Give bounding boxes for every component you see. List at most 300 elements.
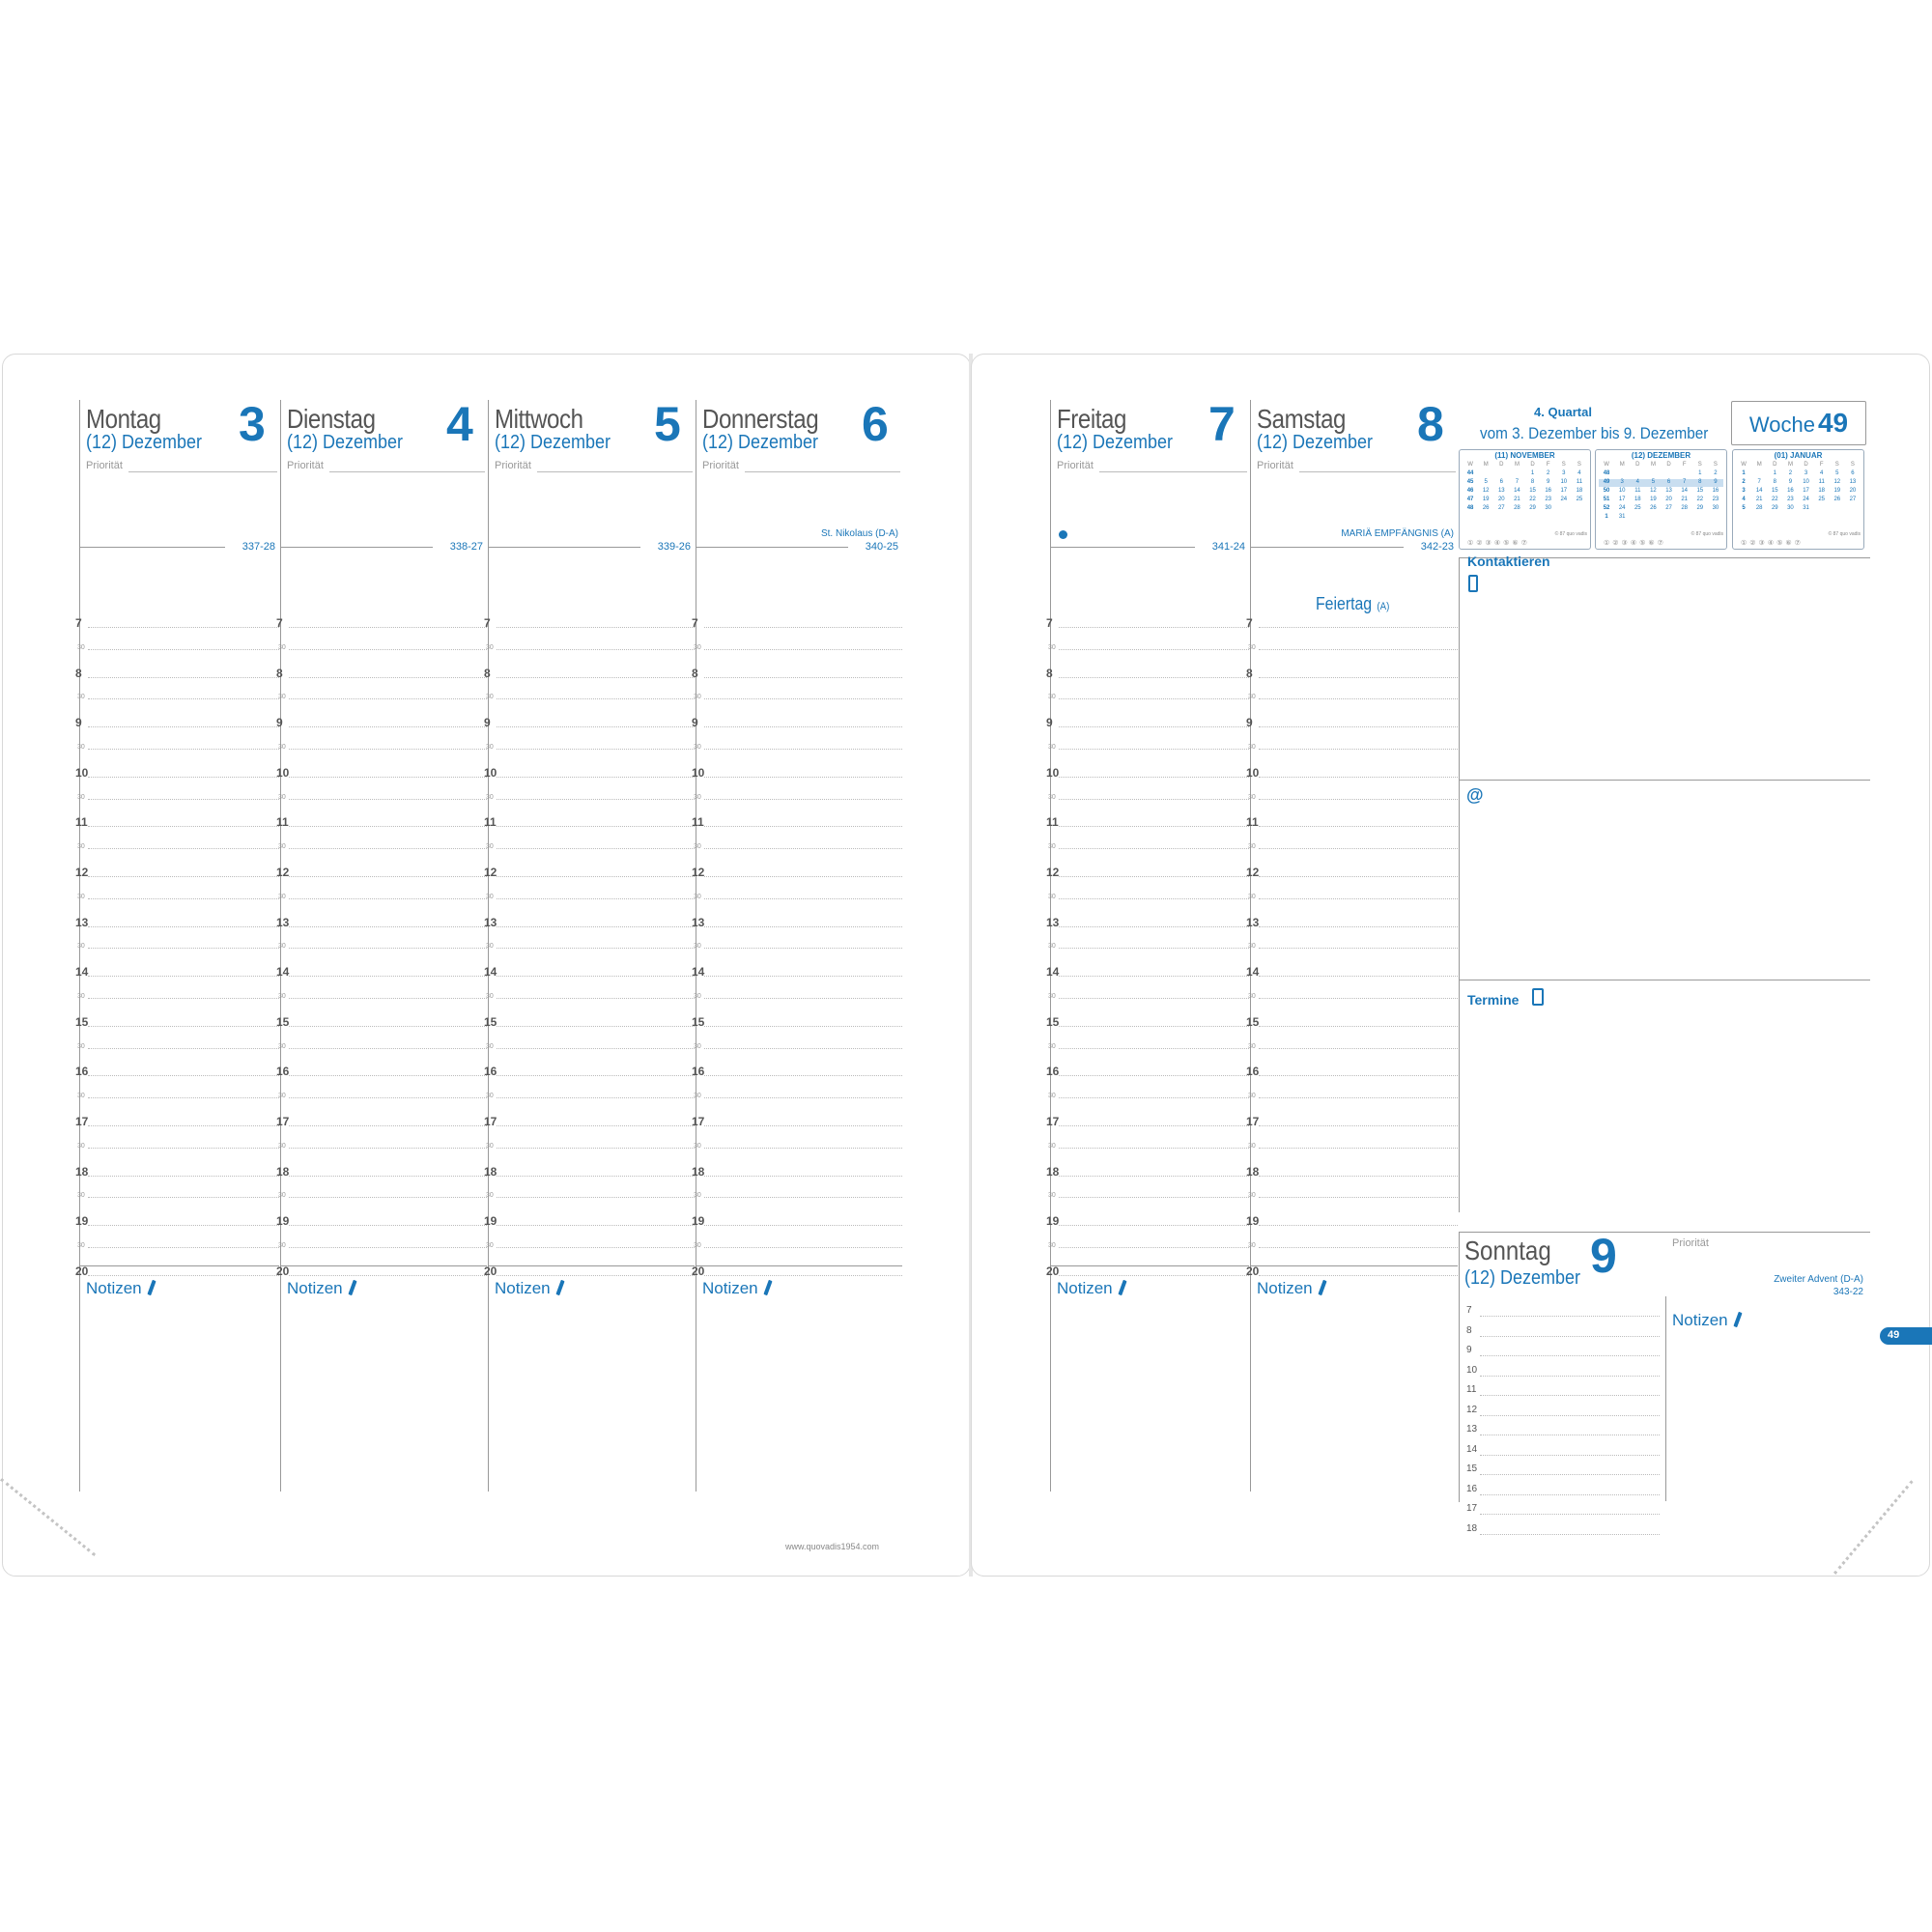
hour-label: 9 — [692, 716, 698, 730]
time-slot[interactable] — [1059, 1097, 1249, 1098]
contact-divider-1 — [1459, 780, 1870, 781]
mini-calendar-day: 1 — [1698, 470, 1702, 476]
time-slot[interactable] — [289, 627, 487, 628]
hour-label: 9 — [1246, 716, 1253, 730]
page-tab-label: 49 — [1888, 1329, 1900, 1341]
time-slot[interactable] — [1259, 1075, 1458, 1076]
time-slot[interactable] — [1059, 1225, 1249, 1226]
time-slot[interactable] — [289, 976, 487, 977]
time-slot[interactable] — [1059, 826, 1249, 827]
mini-calendar-day: 10 — [1618, 488, 1626, 494]
time-slot[interactable] — [497, 1075, 695, 1076]
weekday-label: W — [1604, 462, 1609, 468]
sunday-time-slot[interactable] — [1480, 1415, 1660, 1416]
time-slot[interactable] — [1259, 698, 1458, 699]
time-slot[interactable] — [1059, 1275, 1249, 1276]
time-slot[interactable] — [289, 1097, 487, 1098]
time-slot[interactable] — [88, 898, 279, 899]
time-slot[interactable] — [289, 898, 487, 899]
time-slot[interactable] — [1259, 1225, 1458, 1226]
time-slot[interactable] — [497, 726, 695, 727]
priority-line[interactable] — [1099, 471, 1247, 472]
half-hour-label: 30 — [1248, 1142, 1256, 1150]
time-slot[interactable] — [289, 677, 487, 678]
priority-line[interactable] — [329, 471, 485, 472]
time-slot[interactable] — [704, 1176, 902, 1177]
sunday-holiday: Zweiter Advent (D-A) — [1774, 1274, 1863, 1285]
time-slot[interactable] — [289, 1225, 487, 1226]
time-slot[interactable] — [497, 898, 695, 899]
notes-area[interactable] — [287, 1279, 355, 1298]
mini-calendar-day: 20 — [1849, 488, 1857, 494]
sunday-time-slot[interactable] — [1480, 1316, 1660, 1317]
time-slot[interactable] — [1059, 1148, 1249, 1149]
time-slot[interactable] — [88, 698, 279, 699]
day-number: 6 — [862, 397, 889, 451]
time-slot[interactable] — [497, 1048, 695, 1049]
time-slot[interactable] — [88, 948, 279, 949]
time-slot[interactable] — [88, 1048, 279, 1049]
day-month: (12) Dezember — [1257, 432, 1374, 453]
half-hour-label: 30 — [77, 843, 85, 851]
weekday-label: D — [1530, 462, 1535, 468]
time-slot[interactable] — [497, 1275, 695, 1276]
weekday-label: S — [1834, 462, 1839, 468]
mini-calendar-day: 10 — [1560, 479, 1568, 485]
hour-label: 19 — [692, 1214, 705, 1229]
time-slot[interactable] — [1059, 1125, 1249, 1126]
time-slot[interactable] — [1059, 649, 1249, 650]
time-slot[interactable] — [88, 1247, 279, 1248]
day-name: Mittwoch — [495, 404, 583, 434]
half-hour-label: 30 — [1248, 694, 1256, 701]
mini-calendar-day: 14 — [1514, 488, 1520, 494]
time-slot[interactable] — [497, 1148, 695, 1149]
weekday-label: M — [1483, 462, 1489, 468]
sunday-priority: Priorität — [1672, 1237, 1709, 1249]
time-slot[interactable] — [1059, 749, 1249, 750]
mini-calendar-day: 25 — [1576, 497, 1583, 502]
time-slot[interactable] — [497, 749, 695, 750]
time-slot[interactable] — [289, 1275, 487, 1276]
day-code: 339-26 — [657, 541, 691, 553]
time-slot[interactable] — [1259, 926, 1458, 927]
half-hour-label: 30 — [278, 943, 286, 951]
time-slot[interactable] — [1259, 777, 1458, 778]
half-hour-label: 30 — [486, 1142, 494, 1150]
time-slot[interactable] — [704, 649, 902, 650]
time-slot[interactable] — [704, 948, 902, 949]
time-slot[interactable] — [497, 799, 695, 800]
notes-area[interactable] — [702, 1279, 770, 1298]
time-slot[interactable] — [289, 777, 487, 778]
half-hour-label: 30 — [77, 893, 85, 900]
time-slot[interactable] — [497, 649, 695, 650]
time-slot[interactable] — [88, 1097, 279, 1098]
hour-label: 13 — [1046, 915, 1060, 929]
time-slot[interactable] — [1259, 1125, 1458, 1126]
time-slot[interactable] — [1259, 826, 1458, 827]
mini-calendar-day: 10 — [1803, 479, 1809, 485]
time-slot[interactable] — [497, 1197, 695, 1198]
time-slot[interactable] — [1259, 1026, 1458, 1027]
hour-label: 9 — [484, 716, 491, 730]
saturday-entry-text: Feiertag — [1316, 594, 1373, 613]
mini-calendar-day: 6 — [1499, 479, 1503, 485]
time-slot[interactable] — [704, 1148, 902, 1149]
mini-calendar-day: 1 — [1773, 470, 1776, 476]
mini-calendar-week — [1463, 505, 1587, 513]
mini-calendar-day: 22 — [1771, 497, 1778, 502]
mini-calendar-day: 24 — [1803, 497, 1809, 502]
hour-label: 16 — [75, 1065, 89, 1079]
time-slot[interactable] — [1059, 1075, 1249, 1076]
time-slot[interactable] — [88, 976, 279, 977]
half-hour-label: 30 — [77, 1242, 85, 1249]
time-slot[interactable] — [1259, 876, 1458, 877]
time-slot[interactable] — [704, 1075, 902, 1076]
half-hour-label: 30 — [486, 993, 494, 1000]
time-slot[interactable] — [497, 876, 695, 877]
time-slot[interactable] — [1259, 1197, 1458, 1198]
weekday-label: M — [1650, 462, 1656, 468]
mini-calendar — [1595, 449, 1727, 550]
time-slot[interactable] — [1259, 726, 1458, 727]
time-slot[interactable] — [88, 1275, 279, 1276]
time-slot[interactable] — [1059, 848, 1249, 849]
priority-label: Priorität — [86, 460, 123, 471]
notes-area[interactable] — [1257, 1279, 1324, 1298]
priority-line[interactable] — [128, 471, 277, 472]
mini-calendar-day: 22 — [1696, 497, 1704, 502]
time-slot[interactable] — [88, 876, 279, 877]
time-slot[interactable] — [704, 677, 902, 678]
time-slot[interactable] — [497, 1247, 695, 1248]
time-slot[interactable] — [289, 826, 487, 827]
mini-calendar-day: 4 — [1635, 479, 1639, 485]
notes-top-rule — [1051, 1265, 1249, 1266]
time-slot[interactable] — [289, 1148, 487, 1149]
time-slot[interactable] — [704, 1247, 902, 1248]
sunday-time-slot[interactable] — [1480, 1336, 1660, 1337]
time-slot[interactable] — [1259, 677, 1458, 678]
time-slot[interactable] — [1059, 627, 1249, 628]
time-slot[interactable] — [704, 749, 902, 750]
time-slot[interactable] — [88, 1125, 279, 1126]
time-slot[interactable] — [1059, 998, 1249, 999]
time-slot[interactable] — [1059, 777, 1249, 778]
time-slot[interactable] — [704, 777, 902, 778]
time-slot[interactable] — [1259, 627, 1458, 628]
time-slot[interactable] — [1059, 677, 1249, 678]
clipboard-icon — [1532, 988, 1544, 1006]
hour-label: 13 — [484, 915, 497, 929]
priority-label: Priorität — [1257, 460, 1293, 471]
day-column-mittwoch — [484, 397, 696, 1492]
time-slot[interactable] — [88, 677, 279, 678]
sunday-time-slot[interactable] — [1480, 1455, 1660, 1456]
mini-calendar-day: 9 — [1714, 479, 1718, 485]
hour-label: 11 — [692, 815, 704, 830]
time-slot[interactable] — [1059, 898, 1249, 899]
hour-label: 14 — [1046, 965, 1060, 980]
mini-calendar-day: 25 — [1818, 497, 1826, 502]
mini-calendar-day: 12 — [1650, 488, 1657, 494]
time-slot[interactable] — [1259, 1247, 1458, 1248]
time-slot[interactable] — [704, 627, 902, 628]
time-slot[interactable] — [289, 1026, 487, 1027]
time-slot[interactable] — [88, 726, 279, 727]
half-hour-label: 30 — [1048, 1142, 1056, 1150]
day-header-rule — [696, 547, 848, 548]
sunday-time-slot[interactable] — [1480, 1494, 1660, 1495]
time-slot[interactable] — [289, 698, 487, 699]
time-slot[interactable] — [497, 698, 695, 699]
saturday-entry-suffix: (A) — [1377, 601, 1390, 612]
mini-calendar-day: 49 — [1603, 479, 1610, 485]
time-slot[interactable] — [289, 1048, 487, 1049]
time-slot[interactable] — [704, 1026, 902, 1027]
time-slot[interactable] — [1059, 926, 1249, 927]
hour-label: 10 — [1246, 765, 1260, 780]
hour-label: 14 — [692, 965, 705, 980]
time-slot[interactable] — [289, 998, 487, 999]
time-slot[interactable] — [1259, 1275, 1458, 1276]
half-hour-label: 30 — [278, 1142, 286, 1150]
hour-label: 13 — [692, 915, 705, 929]
time-slot[interactable] — [1259, 1176, 1458, 1177]
notes-label: Notizen — [1057, 1279, 1113, 1297]
time-slot[interactable] — [289, 1125, 487, 1126]
priority-line[interactable] — [745, 471, 900, 472]
weekday-label: D — [1666, 462, 1671, 468]
time-slot[interactable] — [1059, 698, 1249, 699]
time-slot[interactable] — [1259, 1097, 1458, 1098]
time-slot[interactable] — [1259, 1048, 1458, 1049]
mini-calendar-day: 28 — [1514, 505, 1520, 511]
half-hour-label: 30 — [1248, 643, 1256, 651]
sunday-time-slot[interactable] — [1480, 1514, 1660, 1515]
time-slot[interactable] — [88, 1197, 279, 1198]
weekday-label: D — [1635, 462, 1640, 468]
notes-area[interactable] — [86, 1279, 154, 1298]
sunday-time-slot[interactable] — [1480, 1395, 1660, 1396]
hour-label: 19 — [75, 1214, 89, 1229]
mini-calendar-day: 21 — [1755, 497, 1763, 502]
time-slot[interactable] — [1259, 649, 1458, 650]
time-slot[interactable] — [289, 726, 487, 727]
half-hour-label: 30 — [278, 843, 286, 851]
time-slot[interactable] — [1059, 876, 1249, 877]
time-slot[interactable] — [497, 1125, 695, 1126]
half-hour-label: 30 — [278, 793, 286, 801]
time-slot[interactable] — [289, 1197, 487, 1198]
half-hour-label: 30 — [1248, 1042, 1256, 1050]
time-slot[interactable] — [497, 1176, 695, 1177]
pen-icon — [348, 1280, 356, 1295]
time-slot[interactable] — [289, 749, 487, 750]
time-slot[interactable] — [289, 649, 487, 650]
sunday-time-slot[interactable] — [1480, 1355, 1660, 1356]
time-slot[interactable] — [1059, 948, 1249, 949]
time-slot[interactable] — [1259, 898, 1458, 899]
time-slot[interactable] — [88, 848, 279, 849]
time-slot[interactable] — [704, 898, 902, 899]
half-hour-label: 30 — [694, 744, 701, 751]
time-slot[interactable] — [1059, 1048, 1249, 1049]
time-slot[interactable] — [88, 998, 279, 999]
time-slot[interactable] — [1259, 976, 1458, 977]
time-slot[interactable] — [704, 1125, 902, 1126]
mini-calendar-day: 3 — [1620, 479, 1624, 485]
mini-calendar-day: 17 — [1560, 488, 1568, 494]
time-slot[interactable] — [88, 777, 279, 778]
time-slot[interactable] — [704, 826, 902, 827]
time-slot[interactable] — [1259, 749, 1458, 750]
time-slot[interactable] — [289, 926, 487, 927]
time-slot[interactable] — [289, 848, 487, 849]
half-hour-label: 30 — [77, 1192, 85, 1200]
time-slot[interactable] — [497, 926, 695, 927]
time-slot[interactable] — [1259, 848, 1458, 849]
hour-label: 16 — [1046, 1065, 1060, 1079]
day-month: (12) Dezember — [495, 432, 611, 453]
mini-calendar-copyright: © 87 quo vadis — [1690, 531, 1723, 537]
time-slot[interactable] — [497, 998, 695, 999]
time-slot[interactable] — [704, 1097, 902, 1098]
time-slot[interactable] — [1059, 976, 1249, 977]
sunday-time-slot[interactable] — [1480, 1534, 1660, 1535]
time-slot[interactable] — [289, 799, 487, 800]
time-slot[interactable] — [1259, 948, 1458, 949]
time-slot[interactable] — [88, 1148, 279, 1149]
pen-icon — [555, 1280, 564, 1295]
mini-calendar-day: 26 — [1833, 497, 1841, 502]
mini-calendar-week — [1599, 488, 1723, 496]
time-slot[interactable] — [289, 1176, 487, 1177]
time-slot[interactable] — [1059, 1026, 1249, 1027]
time-slot[interactable] — [88, 926, 279, 927]
weekday-label: F — [1819, 462, 1824, 468]
time-slot[interactable] — [289, 1075, 487, 1076]
time-slot[interactable] — [704, 848, 902, 849]
sunday-time-slot[interactable] — [1480, 1474, 1660, 1475]
sunday-time-slot[interactable] — [1480, 1376, 1660, 1377]
time-slot[interactable] — [1259, 1148, 1458, 1149]
priority-label: Priorität — [702, 460, 739, 471]
time-slot[interactable] — [289, 1247, 487, 1248]
time-slot[interactable] — [497, 948, 695, 949]
notes-area[interactable] — [495, 1279, 562, 1298]
mini-calendar-day: 25 — [1634, 505, 1641, 511]
time-slot[interactable] — [497, 627, 695, 628]
time-slot[interactable] — [704, 1275, 902, 1276]
weekday-label: S — [1577, 462, 1581, 468]
time-slot[interactable] — [88, 1026, 279, 1027]
week-box — [1731, 401, 1866, 445]
time-slot[interactable] — [704, 926, 902, 927]
page-tab[interactable] — [1880, 1327, 1932, 1345]
notes-area[interactable] — [1057, 1279, 1124, 1298]
time-slot[interactable] — [497, 826, 695, 827]
time-slot[interactable] — [704, 1225, 902, 1226]
time-slot[interactable] — [704, 1048, 902, 1049]
time-slot[interactable] — [289, 948, 487, 949]
day-number: 7 — [1208, 397, 1236, 451]
notes-label: Notizen — [86, 1279, 142, 1297]
time-slot[interactable] — [1059, 1247, 1249, 1248]
time-slot[interactable] — [88, 1225, 279, 1226]
time-slot[interactable] — [88, 826, 279, 827]
time-slot[interactable] — [1059, 1197, 1249, 1198]
weekday-label: M — [1756, 462, 1762, 468]
hour-label: 7 — [1046, 616, 1053, 630]
time-slot[interactable] — [289, 876, 487, 877]
time-slot[interactable] — [497, 1097, 695, 1098]
time-slot[interactable] — [704, 698, 902, 699]
mini-calendar-day: 26 — [1650, 505, 1657, 511]
time-slot[interactable] — [88, 1075, 279, 1076]
half-hour-label: 30 — [1248, 744, 1256, 751]
mini-calendar-copyright: © 87 quo vadis — [1828, 531, 1861, 537]
time-slot[interactable] — [88, 649, 279, 650]
mini-calendar-day: 48 — [1603, 470, 1610, 476]
mini-calendar-day: 14 — [1681, 488, 1689, 494]
hour-label: 11 — [1246, 815, 1259, 830]
mini-calendar-day: 27 — [1849, 497, 1857, 502]
time-slot[interactable] — [497, 677, 695, 678]
time-slot[interactable] — [1059, 726, 1249, 727]
time-slot[interactable] — [704, 1197, 902, 1198]
hour-label: 10 — [484, 765, 497, 780]
time-slot[interactable] — [497, 1225, 695, 1226]
half-hour-label: 30 — [1248, 943, 1256, 951]
half-hour-label: 30 — [486, 1042, 494, 1050]
mini-calendar-day: 7 — [1757, 479, 1761, 485]
time-slot[interactable] — [704, 876, 902, 877]
contact-title: Kontaktieren — [1467, 554, 1550, 569]
mini-calendar-day: 5 — [1484, 479, 1488, 485]
time-slot[interactable] — [88, 627, 279, 628]
hour-label: 10 — [276, 765, 290, 780]
sunday-hour-label: 8 — [1466, 1324, 1472, 1336]
time-slot[interactable] — [497, 1026, 695, 1027]
time-slot[interactable] — [1059, 799, 1249, 800]
time-slot[interactable] — [1259, 998, 1458, 999]
time-slot[interactable] — [704, 998, 902, 999]
time-slot[interactable] — [88, 1176, 279, 1177]
time-slot[interactable] — [88, 799, 279, 800]
time-slot[interactable] — [497, 976, 695, 977]
priority-line[interactable] — [1299, 471, 1456, 472]
time-slot[interactable] — [88, 749, 279, 750]
mini-calendar-day: 2 — [1742, 479, 1746, 485]
time-slot[interactable] — [1259, 799, 1458, 800]
notes-top-rule — [1251, 1265, 1458, 1266]
hour-label: 14 — [484, 965, 497, 980]
half-hour-label: 30 — [486, 1192, 494, 1200]
time-slot[interactable] — [1059, 1176, 1249, 1177]
time-slot[interactable] — [704, 976, 902, 977]
mini-calendar-day: 7 — [1683, 479, 1687, 485]
time-slot[interactable] — [704, 726, 902, 727]
sunday-hour-label: 15 — [1466, 1463, 1478, 1474]
time-slot[interactable] — [704, 799, 902, 800]
time-slot[interactable] — [497, 848, 695, 849]
priority-line[interactable] — [537, 471, 693, 472]
time-slot[interactable] — [497, 777, 695, 778]
half-hour-label: 30 — [694, 1093, 701, 1100]
